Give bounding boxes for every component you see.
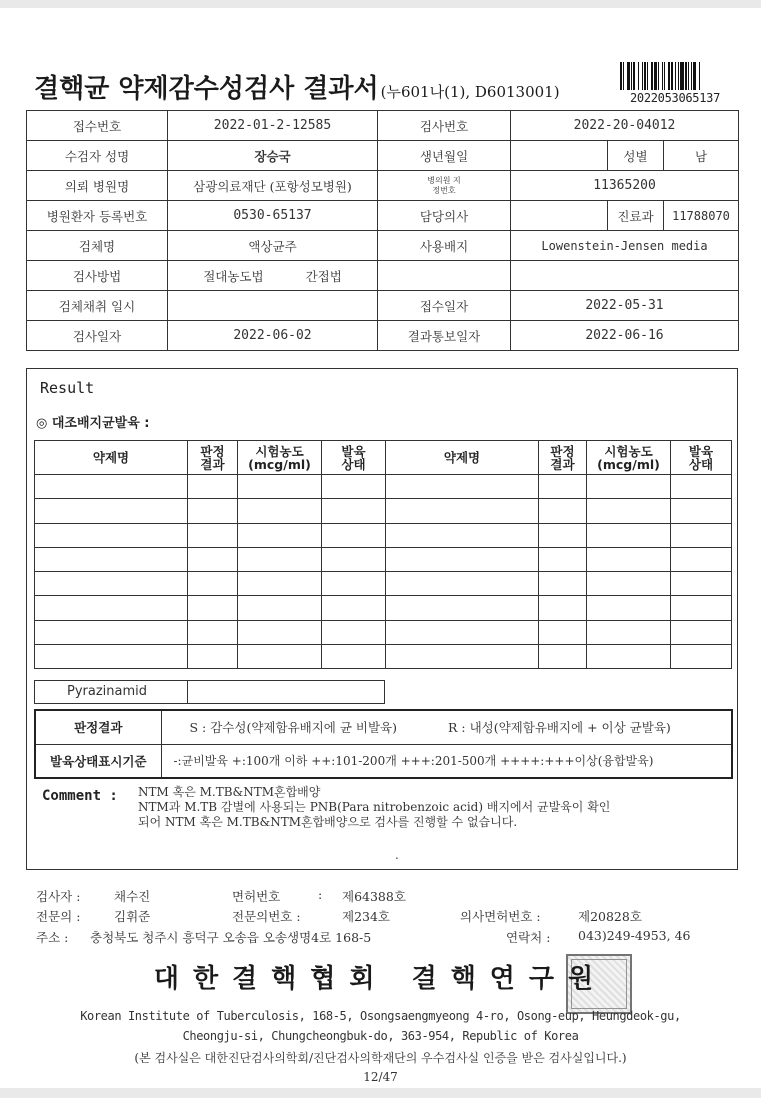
drug-result-cell [35, 475, 188, 499]
hospital-code-label [378, 171, 511, 201]
drug-result-cell [539, 572, 587, 596]
pyrazinamide-value [187, 680, 385, 704]
patient-name-value: 장승국 [168, 141, 378, 171]
address-label: 주소 : [36, 930, 69, 945]
growth-header-line2: 상태 [341, 456, 366, 472]
drug-result-cell [35, 620, 188, 644]
drug-result-cell [386, 499, 539, 523]
received-value: 2022-05-31 [511, 291, 739, 321]
patient-reg-value: 0530-65137 [168, 201, 378, 231]
legend-table [34, 709, 733, 779]
drug-result-cell [386, 596, 539, 620]
drug-result-cell [671, 645, 732, 669]
drug-result-cell [35, 572, 188, 596]
address-english-line-1: Korean Institute of Tuberculosis, 168-5, Osongsaengmyeong 4-ro, Osong-eup, Heungdeok-gu, [80, 1009, 681, 1023]
drug-result-row [35, 572, 732, 596]
drug-result-row [35, 475, 732, 499]
organization-name: 대한결핵협회 결핵연구원 [153, 964, 608, 994]
drug-result-cell [671, 547, 732, 571]
drug-result-row [35, 523, 732, 547]
info-row [27, 111, 739, 141]
drug-result-cell [587, 572, 671, 596]
barcode-bars [620, 62, 730, 90]
drug-result-row [35, 620, 732, 644]
conc-header-line1: 시험농도 [255, 443, 304, 459]
medium-value: Lowenstein-Jensen media [511, 231, 739, 261]
drug-result-cell [671, 499, 732, 523]
drug-result-cell [35, 523, 188, 547]
barcode-number: 2022053065137 [629, 91, 721, 105]
drug-result-cell [386, 620, 539, 644]
drug-result-cell [587, 596, 671, 620]
drug-result-cell [386, 645, 539, 669]
drug-result-cell [386, 572, 539, 596]
drug-result-cell [322, 620, 386, 644]
drug-result-row [35, 645, 732, 669]
sex-label: 성별 [608, 141, 664, 171]
tester-label: 검사자 : [36, 889, 81, 904]
legend-growth-row [35, 744, 732, 778]
growth-legend-label: 발육상태표시기준 [35, 744, 161, 778]
test-no-label: 검사번호 [378, 111, 511, 141]
growth-header-line2: 상태 [688, 456, 714, 472]
method-value [168, 261, 378, 291]
comment-label: Comment : [42, 788, 118, 804]
drug-result-cell [35, 547, 188, 571]
contact-label: 연락처 : [506, 930, 551, 945]
report-date-label: 결과통보일자 [378, 321, 511, 351]
drug-result-cell [587, 620, 671, 644]
growth-header-line1: 발육 [341, 443, 366, 459]
conc-header-line1: 시험농도 [604, 443, 653, 459]
license-label: 면허번호 [232, 889, 281, 904]
document-title: 결핵균 약제감수성검사 결과서 [34, 74, 379, 104]
result-title: Result [40, 379, 95, 397]
contact-value: 043)249-4953, 46 [578, 928, 691, 943]
hospital-code-label-text: 병의원 지정번호 [427, 175, 461, 195]
info-row [27, 321, 739, 351]
receipt-no-label: 접수번호 [27, 111, 168, 141]
drug-result-cell [671, 596, 732, 620]
drug-result-cell [671, 572, 732, 596]
drug-result-cell [238, 547, 322, 571]
drug-result-cell [238, 475, 322, 499]
doctor-license-label: 의사면허번호 : [460, 909, 541, 924]
drug-result-cell [671, 620, 732, 644]
drug-result-cell [587, 499, 671, 523]
drug-result-cell [322, 475, 386, 499]
top-scroll-bar [0, 0, 761, 8]
drug-result-cell [35, 499, 188, 523]
drug-result-cell [238, 523, 322, 547]
legend-judge-row [35, 710, 732, 744]
specialist-label: 전문의 : [36, 909, 81, 924]
drug-result-cell [188, 572, 238, 596]
drug-result-cell [587, 645, 671, 669]
info-row [27, 141, 739, 171]
drug-table-body [35, 475, 732, 669]
info-row [27, 291, 739, 321]
judge-header [188, 441, 238, 475]
judge-legend-label: 판정결과 [35, 710, 161, 744]
certification-note: (본 검사실은 대한진단검사의학회/진단검사의학재단의 우수검사실 인증을 받은 검사실입니다.) [134, 1051, 627, 1065]
bottom-scroll-bar [0, 1088, 761, 1098]
drug-result-cell [539, 499, 587, 523]
drug-result-cell [322, 572, 386, 596]
drug-result-cell [539, 523, 587, 547]
drug-result-cell [238, 499, 322, 523]
drug-result-cell [322, 499, 386, 523]
drug-result-cell [322, 523, 386, 547]
drug-result-cell [671, 475, 732, 499]
judge-header-line2: 결과 [550, 456, 575, 472]
method-empty-2 [511, 261, 739, 291]
doctor-license-value: 제20828호 [578, 909, 642, 924]
collection-value [168, 291, 378, 321]
growth-header-line1: 발육 [688, 443, 714, 459]
drug-table-header [35, 441, 732, 475]
drug-result-cell [587, 547, 671, 571]
drug-result-cell [386, 547, 539, 571]
drug-result-row [35, 596, 732, 620]
drug-result-cell [188, 620, 238, 644]
info-row [27, 201, 739, 231]
conc-header [587, 441, 671, 475]
birth-label: 생년월일 [378, 141, 511, 171]
drug-result-cell [188, 547, 238, 571]
birth-value [511, 141, 608, 171]
info-row [27, 171, 739, 201]
judge-header-line1: 판정 [550, 443, 575, 459]
drug-result-cell [238, 572, 322, 596]
specialist-no-label: 전문의번호 : [232, 909, 301, 924]
doctor-value [511, 201, 608, 231]
method-label: 검사방법 [27, 261, 168, 291]
drug-result-row [35, 547, 732, 571]
drug-name-header: 약제명 [386, 441, 539, 475]
page-number: 12/47 [363, 1070, 398, 1084]
comment-line-2: NTM과 M.TB 감별에 사용되는 PNB(Para nitrobenzoic acid) 배지에서 균발육이 확인 [138, 800, 611, 814]
growth-header [671, 441, 732, 475]
comment-line-3: 되어 NTM 혹은 M.TB&NTM혼합배양으로 검사를 진행할 수 없습니다. [138, 815, 518, 829]
specialist-value: 김휘준 [114, 909, 151, 924]
collection-label: 검체채취 일시 [27, 291, 168, 321]
conc-header-line2: (mcg/ml) [597, 456, 660, 472]
drug-name-header: 약제명 [35, 441, 188, 475]
dept-value: 11788070 [664, 201, 739, 231]
test-no-value: 2022-20-04012 [511, 111, 739, 141]
license-value: 제64388호 [342, 889, 406, 904]
barcode [620, 62, 730, 108]
drug-result-cell [188, 645, 238, 669]
drug-result-table [34, 440, 732, 669]
drug-result-cell [238, 645, 322, 669]
drug-result-cell [188, 499, 238, 523]
drug-result-cell [386, 475, 539, 499]
address-english-line-2: Cheongju-si, Chungcheongbuk-do, 363-954, Republic of Korea [182, 1029, 579, 1043]
patient-info-table [26, 110, 739, 351]
drug-result-cell [322, 645, 386, 669]
barcode-bar [700, 62, 701, 90]
growth-legend-text: -:균비발육 +:100개 이하 ++:101-200개 +++:201-500개 ++++:+++이상(융합발육) [161, 744, 732, 778]
medium-label: 사용배지 [378, 231, 511, 261]
comment-line-1: NTM 혹은 M.TB&NTM혼합배양 [138, 785, 321, 799]
drug-result-cell [322, 547, 386, 571]
drug-result-cell [539, 596, 587, 620]
specialist-no-value: 제234호 [342, 909, 391, 924]
info-row [27, 231, 739, 261]
drug-result-cell [386, 523, 539, 547]
info-row [27, 261, 739, 291]
test-date-label: 검사일자 [27, 321, 168, 351]
sex-value: 남 [664, 141, 739, 171]
drug-result-cell [539, 475, 587, 499]
drug-result-cell [539, 547, 587, 571]
document-code: (누601나(1), D6013001) [380, 83, 560, 101]
conc-header [238, 441, 322, 475]
drug-result-cell [188, 596, 238, 620]
doctor-label: 담당의사 [378, 201, 511, 231]
received-label: 접수일자 [378, 291, 511, 321]
judge-s-text: S : 감수성(약제함유배지에 균 비발육) [161, 710, 445, 744]
method-1: 절대농도법 [203, 268, 264, 284]
tester-value: 채수진 [114, 889, 151, 904]
hospital-label: 의뢰 병원명 [27, 171, 168, 201]
specimen-label: 검체명 [27, 231, 168, 261]
drug-result-cell [539, 645, 587, 669]
report-date-value: 2022-06-16 [511, 321, 739, 351]
judge-header-line2: 결과 [200, 456, 225, 472]
judge-header [539, 441, 587, 475]
patient-name-label: 수검자 성명 [27, 141, 168, 171]
specimen-value: 액상균주 [168, 231, 378, 261]
growth-header [322, 441, 386, 475]
drug-result-cell [671, 523, 732, 547]
drug-result-cell [587, 523, 671, 547]
method-empty-1 [378, 261, 511, 291]
receipt-no-value: 2022-01-2-12585 [168, 111, 378, 141]
conc-header-line2: (mcg/ml) [248, 456, 311, 472]
address-value: 충청북도 청주시 흥덕구 오송읍 오송생명4로 168-5 [90, 930, 372, 945]
patient-reg-label: 병원환자 등록번호 [27, 201, 168, 231]
drug-result-cell [322, 596, 386, 620]
dept-label: 진료과 [608, 201, 664, 231]
document-title-bar [34, 68, 614, 106]
drug-result-cell [587, 475, 671, 499]
drug-result-cell [188, 475, 238, 499]
license-sep: : [318, 887, 323, 902]
method-2: 간접법 [305, 268, 342, 284]
drug-result-cell [238, 620, 322, 644]
hospital-value: 삼광의료재단 (포항성모병원) [168, 171, 378, 201]
drug-result-row [35, 499, 732, 523]
test-date-value: 2022-06-02 [168, 321, 378, 351]
drug-result-cell [539, 620, 587, 644]
judge-r-text: R : 내성(약제함유배지에 + 이상 균발육) [445, 710, 732, 744]
hospital-code-value: 11365200 [511, 171, 739, 201]
comment-text [138, 785, 610, 830]
pyrazinamide-label: Pyrazinamid [34, 680, 188, 704]
control-growth-title: ◎ 대조배지균발육 : [36, 416, 150, 431]
drug-result-cell [35, 645, 188, 669]
comment-dot: . [395, 848, 399, 862]
drug-result-cell [238, 596, 322, 620]
drug-result-cell [188, 523, 238, 547]
drug-result-cell [35, 596, 188, 620]
judge-header-line1: 판정 [200, 443, 225, 459]
